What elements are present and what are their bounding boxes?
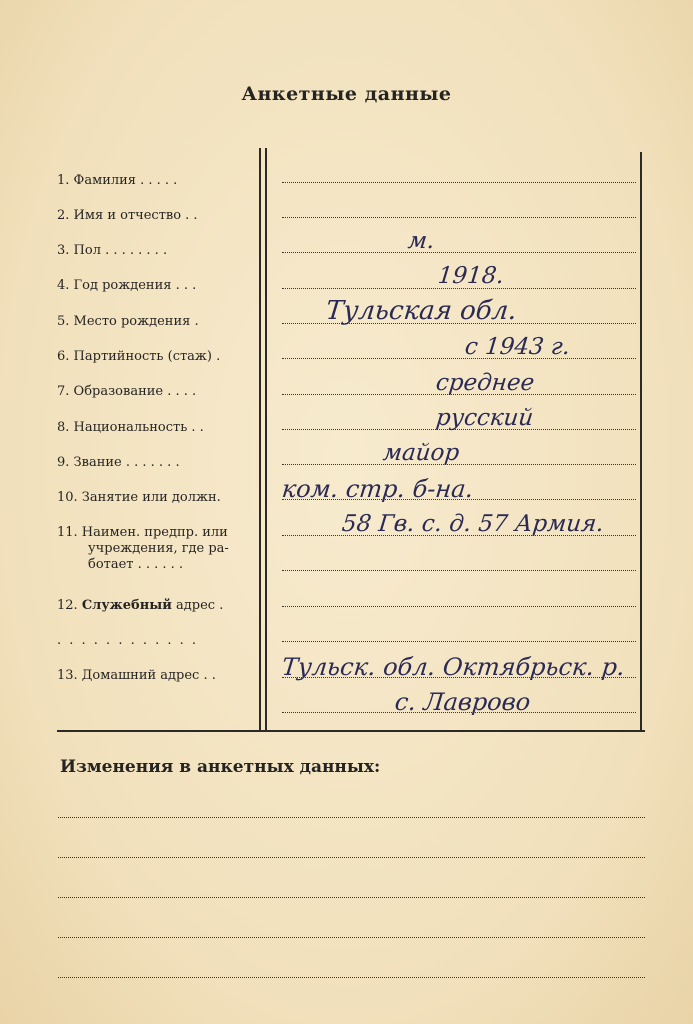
answer-line [282, 217, 636, 218]
value-employer: 58 Гв. с. д. 57 Армия. [340, 511, 606, 537]
page-title: Анкетные данные [241, 83, 452, 105]
changes-line [58, 977, 645, 978]
label-nationality: 8. Национальность . . [57, 420, 204, 435]
value-sex: м. [406, 228, 436, 254]
label-home-address: 13. Домашний адрес . . [57, 668, 216, 683]
changes-line [58, 817, 645, 818]
answer-line [282, 182, 636, 183]
value-birth-year: 1918. [436, 263, 506, 289]
label-birthplace: 5. Место рождения . [57, 314, 199, 329]
value-occupation: ком. стр. б-на. [280, 475, 475, 503]
column-divider [265, 148, 267, 730]
value-education: среднее [434, 370, 536, 396]
changes-heading: Изменения в анкетных данных: [60, 757, 381, 777]
label-work-address [57, 598, 257, 614]
label-number: 12. [57, 598, 82, 613]
label-bold-word: Служебный [81, 598, 172, 613]
label-line: учреждения, где ра- [88, 541, 229, 556]
label-dots: . . . . . . . . . . . . [57, 633, 199, 648]
value-rank: майор [381, 440, 461, 466]
bottom-border [57, 730, 645, 732]
label-occupation: 10. Занятие или должн. [57, 490, 221, 505]
answer-line [282, 570, 636, 571]
label-line: 11. Наимен. предпр. или [57, 525, 228, 540]
answer-line [282, 252, 636, 253]
label-education: 7. Образование . . . . [57, 384, 197, 399]
label-birth-year: 4. Год рождения . . . [57, 278, 197, 293]
value-nationality: русский [434, 405, 535, 431]
label-employer [57, 525, 257, 573]
answer-line [282, 641, 636, 642]
changes-line [58, 937, 645, 938]
value-home-address-line1: Тульск. обл. Октябрьск. р. [280, 653, 627, 681]
label-rank: 9. Звание . . . . . . . [57, 455, 180, 470]
value-birthplace: Тульская обл. [324, 296, 519, 326]
value-home-address-line2: с. Лаврово [393, 688, 532, 716]
answer-line [282, 606, 636, 607]
label-sex: 3. Пол . . . . . . . . [57, 243, 168, 258]
changes-line [58, 857, 645, 858]
answer-line [282, 358, 636, 359]
right-border [640, 152, 642, 730]
label-rest: адрес . [171, 598, 224, 613]
label-name-patronymic: 2. Имя и отчество . . [57, 208, 198, 223]
label-surname: 1. Фамилия . . . . . [57, 173, 178, 188]
label-line: ботает . . . . . . [88, 557, 184, 572]
label-party-membership: 6. Партийность (стаж) . [57, 349, 221, 364]
value-party-membership: с 1943 г. [463, 334, 572, 360]
changes-line [58, 897, 645, 898]
answer-line [282, 464, 636, 465]
column-divider [259, 148, 261, 730]
